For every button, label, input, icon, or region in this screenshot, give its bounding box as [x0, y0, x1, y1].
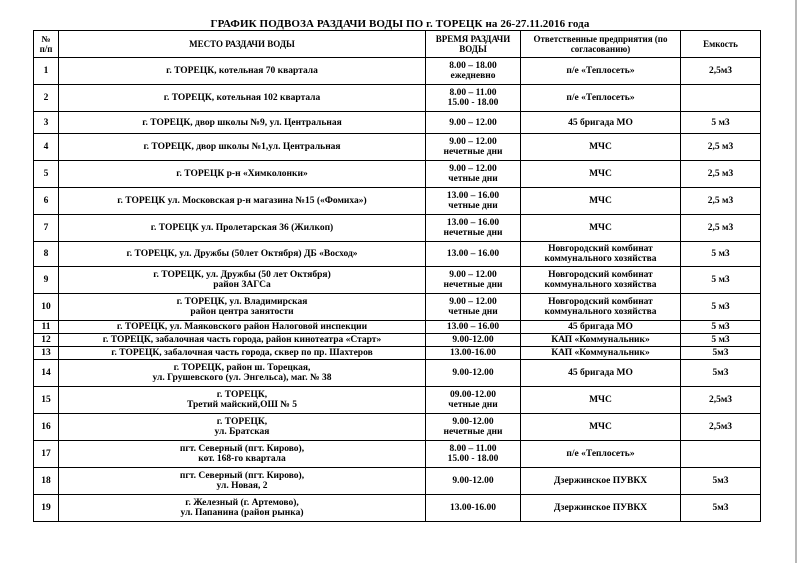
time-cell-line: 13.00 – 16.00 [446, 249, 500, 259]
place-cell-line: г. ТОРЕЦК, ул. Маяковского район Налоговой инспекции [116, 322, 368, 332]
table-row [34, 112, 761, 134]
time-cell-line: 13.00-16.00 [450, 503, 496, 513]
responsible-cell [521, 360, 681, 387]
capacity-cell: 5 м3 [681, 267, 761, 294]
place-cell [59, 387, 426, 414]
responsible-cell-line: МЧС [589, 395, 612, 405]
place-cell [59, 414, 426, 441]
row-number: 4 [34, 134, 59, 161]
time-cell [426, 134, 521, 161]
capacity-cell: 5 м3 [681, 242, 761, 267]
place-cell-line: пгт. Северный (пгт. Кирово), [179, 444, 305, 454]
responsible-cell-line: Новгородский комбинат [548, 270, 653, 280]
water-schedule-table [33, 30, 761, 522]
row-number: 1 [34, 58, 59, 85]
table-row [34, 134, 761, 161]
place-cell-line: г. ТОРЕЦК, ул. Дружбы (50 лет Октября) [153, 270, 331, 280]
table-row [34, 468, 761, 495]
capacity-cell: 2,5 м3 [681, 134, 761, 161]
time-cell-line: 9.00-12.00 [452, 417, 494, 427]
responsible-cell-line: МЧС [589, 142, 612, 152]
responsible-cell [521, 321, 681, 334]
place-cell-line: г. ТОРЕЦК, забалочная часть города, сквер по пр. Шахтеров [111, 348, 373, 358]
place-cell-line: г. ТОРЕЦК, ул. Владимирская [176, 297, 308, 307]
place-cell-line: г. ТОРЕЦК, котельная 102 квартала [163, 93, 321, 103]
table-row [34, 85, 761, 112]
row-number: 6 [34, 188, 59, 215]
time-cell [426, 468, 521, 495]
responsible-cell [521, 85, 681, 112]
place-cell-line: г. ТОРЕЦК, двор школы №9, ул. Центральная [142, 117, 342, 128]
responsible-cell [521, 58, 681, 85]
capacity-cell: 5 м3 [681, 112, 761, 134]
place-cell-line: ул. Братская [214, 427, 270, 437]
row-number: 12 [34, 334, 59, 347]
responsible-cell-line: КАП «Коммунальник» [551, 335, 650, 345]
capacity-cell: 5м3 [681, 495, 761, 522]
capacity-cell [681, 85, 761, 112]
time-cell [426, 112, 521, 134]
row-number: 7 [34, 215, 59, 242]
row-number: 2 [34, 85, 59, 112]
responsible-cell-line: коммунального хозяйства [544, 280, 657, 290]
place-cell-line: Третий майский,ОШ № 5 [187, 400, 297, 410]
time-cell [426, 387, 521, 414]
time-cell-line: 9.00-12.00 [452, 368, 494, 378]
responsible-cell [521, 188, 681, 215]
responsible-cell [521, 441, 681, 468]
table-row [34, 347, 761, 360]
responsible-cell-line: МЧС [589, 196, 612, 206]
table-row [34, 267, 761, 294]
responsible-cell [521, 414, 681, 441]
time-cell [426, 188, 521, 215]
table-row [34, 360, 761, 387]
responsible-cell-line: МЧС [589, 223, 612, 233]
time-cell-line: 13.00-16.00 [450, 348, 496, 358]
place-cell [59, 215, 426, 242]
time-cell-line: 9.00-12.00 [452, 335, 494, 345]
capacity-cell: 5м3 [681, 468, 761, 495]
responsible-cell [521, 242, 681, 267]
responsible-cell-line: 45 бригада МО [568, 368, 633, 378]
capacity-cell: 2,5м3 [681, 387, 761, 414]
responsible-cell-line: п/е «Теплосеть» [566, 93, 635, 103]
table-row [34, 294, 761, 321]
responsible-cell [521, 161, 681, 188]
row-number: 8 [34, 242, 59, 267]
time-cell-line: 15.00 - 18.00 [447, 98, 499, 108]
time-cell-line: 8.00 – 18.00 [449, 61, 497, 71]
place-cell-line: г. ТОРЕЦК ул. Пролетарская 36 (Жилкоп) [150, 223, 334, 233]
responsible-cell-line: коммунального хозяйства [544, 307, 657, 317]
capacity-cell: 5м3 [681, 347, 761, 360]
page-edge [795, 0, 797, 563]
table-row [34, 387, 761, 414]
row-number: 14 [34, 360, 59, 387]
place-cell [59, 188, 426, 215]
capacity-cell [681, 441, 761, 468]
time-cell [426, 414, 521, 441]
time-cell [426, 321, 521, 334]
place-cell [59, 468, 426, 495]
capacity-cell: 5 м3 [681, 321, 761, 334]
capacity-cell: 5 м3 [681, 294, 761, 321]
header-capacity: Емкость [681, 31, 761, 58]
table-row [34, 414, 761, 441]
table-row [34, 321, 761, 334]
responsible-cell [521, 468, 681, 495]
place-cell [59, 321, 426, 334]
responsible-cell [521, 334, 681, 347]
responsible-cell [521, 294, 681, 321]
responsible-cell-line: Новгородский комбинат [548, 297, 653, 307]
responsible-cell-line: Дзержинское ПУВКХ [553, 503, 648, 513]
capacity-cell: 2,5м3 [681, 414, 761, 441]
time-cell-line: нечетные дни [443, 280, 503, 290]
time-cell [426, 161, 521, 188]
time-cell-line: 8.00 – 11.00 [449, 88, 497, 98]
table-row [34, 242, 761, 267]
responsible-cell-line: п/е «Теплосеть» [566, 66, 635, 76]
document-title: ГРАФИК ПОДВОЗА РАЗДАЧИ ВОДЫ ПО г. ТОРЕЦК на 26-27.11.2016 года [210, 18, 590, 30]
time-cell [426, 441, 521, 468]
row-number: 18 [34, 468, 59, 495]
header-responsible: Ответственные предприятия (по согласованию) [521, 31, 681, 58]
responsible-cell [521, 134, 681, 161]
table-row [34, 161, 761, 188]
row-number: 16 [34, 414, 59, 441]
row-number: 13 [34, 347, 59, 360]
responsible-cell-line: коммунального хозяйства [544, 254, 657, 264]
time-cell-line: четные дни [448, 174, 498, 184]
time-cell-line: нечетные дни [443, 228, 503, 238]
time-cell [426, 85, 521, 112]
responsible-cell [521, 495, 681, 522]
responsible-cell-line: Дзержинское ПУВКХ [553, 476, 648, 486]
place-cell-line: г. ТОРЕЦК, забалочная часть города, район кинотеатра «Старт» [102, 335, 382, 345]
row-number: 10 [34, 294, 59, 321]
time-cell-line: 13.00 – 16.00 [446, 322, 500, 332]
place-cell [59, 441, 426, 468]
place-cell-line: район центра занятости [190, 307, 294, 317]
place-cell-line: г. Железный (г. Артемово), [185, 498, 299, 508]
place-cell [59, 134, 426, 161]
time-cell-line: четные дни [448, 307, 498, 317]
place-cell [59, 242, 426, 267]
row-number: 15 [34, 387, 59, 414]
row-number: 11 [34, 321, 59, 334]
time-cell-line: нечетные дни [443, 147, 503, 157]
time-cell-line: 9.00 – 12.00 [449, 270, 497, 280]
place-cell [59, 294, 426, 321]
responsible-cell [521, 387, 681, 414]
time-cell-line: 9.00 – 12.00 [449, 164, 497, 174]
table-row [34, 215, 761, 242]
row-number: 9 [34, 267, 59, 294]
time-cell [426, 360, 521, 387]
place-cell-line: кот. 168-го квартала [198, 454, 286, 464]
time-cell [426, 267, 521, 294]
place-cell [59, 112, 426, 134]
responsible-cell-line: КАП «Коммунальник» [551, 348, 650, 358]
place-cell [59, 495, 426, 522]
place-cell-line: пгт. Северный (пгт. Кирово), [179, 471, 305, 481]
header-num: № п/п [34, 31, 59, 58]
place-cell-line: район ЗАГСа [213, 280, 271, 290]
row-number: 19 [34, 495, 59, 522]
place-cell-line: ул. Грушевского (ул. Энгельса), маг. № 38 [152, 373, 332, 383]
place-cell [59, 360, 426, 387]
place-cell-line: г. ТОРЕЦК, район ш. Торецкая, [173, 363, 311, 373]
place-cell-line: г. ТОРЕЦК, [216, 417, 268, 427]
time-cell [426, 242, 521, 267]
row-number: 17 [34, 441, 59, 468]
time-cell-line: 9.00 – 12.00 [449, 297, 497, 307]
time-cell-line: 9.00 – 12.00 [449, 117, 497, 128]
time-cell [426, 58, 521, 85]
responsible-cell-line: п/е «Теплосеть» [566, 449, 635, 459]
place-cell-line: г. ТОРЕЦК, ул. Дружбы (50лет Октября) ДБ «Восход» [126, 249, 358, 259]
place-cell [59, 347, 426, 360]
time-cell-line: 09.00-12.00 [450, 390, 496, 400]
capacity-cell: 2,5м3 [681, 58, 761, 85]
responsible-cell-line: МЧС [589, 169, 612, 179]
table-row [34, 441, 761, 468]
place-cell-line: ул. Папанина (район рынка) [180, 508, 304, 518]
capacity-cell: 2,5 м3 [681, 215, 761, 242]
place-cell [59, 58, 426, 85]
place-cell [59, 334, 426, 347]
header-time: ВРЕМЯ РАЗДАЧИ ВОДЫ [426, 31, 521, 58]
responsible-cell [521, 347, 681, 360]
header-row [34, 31, 761, 58]
place-cell-line: г. ТОРЕЦК ул. Московская р-н магазина №15 («Фомиха») [117, 196, 367, 206]
responsible-cell [521, 267, 681, 294]
time-cell-line: 8.00 – 11.00 [449, 444, 497, 454]
responsible-cell-line: 45 бригада МО [568, 117, 633, 128]
capacity-cell: 2,5 м3 [681, 188, 761, 215]
place-cell [59, 85, 426, 112]
time-cell [426, 215, 521, 242]
responsible-cell-line: 45 бригада МО [568, 322, 633, 332]
time-cell-line: 15.00 - 18.00 [447, 454, 499, 464]
time-cell-line: 13.00 – 16.00 [446, 191, 500, 201]
time-cell-line: 13.00 – 16.00 [446, 218, 500, 228]
time-cell-line: четные дни [448, 201, 498, 211]
time-cell-line: 9.00 – 12.00 [449, 137, 497, 147]
capacity-cell: 5 м3 [681, 334, 761, 347]
place-cell-line: г. ТОРЕЦК р-н «Химколонки» [176, 169, 308, 179]
place-cell-line: г. ТОРЕЦК, [216, 390, 268, 400]
time-cell-line: ежедневно [450, 71, 496, 81]
header-place: МЕСТО РАЗДАЧИ ВОДЫ [59, 31, 426, 58]
responsible-cell-line: МЧС [589, 422, 612, 432]
time-cell-line: четные дни [448, 400, 498, 410]
place-cell [59, 267, 426, 294]
table-row [34, 334, 761, 347]
time-cell-line: нечетные дни [443, 427, 503, 437]
capacity-cell: 2,5 м3 [681, 161, 761, 188]
time-cell-line: 9.00-12.00 [452, 476, 494, 486]
place-cell-line: ул. Новая, 2 [216, 481, 268, 491]
row-number: 5 [34, 161, 59, 188]
time-cell [426, 347, 521, 360]
capacity-cell: 5м3 [681, 360, 761, 387]
responsible-cell [521, 112, 681, 134]
place-cell [59, 161, 426, 188]
table-row [34, 58, 761, 85]
place-cell-line: г. ТОРЕЦК, двор школы №1,ул. Центральная [143, 142, 341, 152]
row-number: 3 [34, 112, 59, 134]
time-cell [426, 334, 521, 347]
responsible-cell [521, 215, 681, 242]
table-row [34, 188, 761, 215]
table-row [34, 495, 761, 522]
time-cell [426, 294, 521, 321]
place-cell-line: г. ТОРЕЦК, котельная 70 квартала [166, 66, 318, 76]
time-cell [426, 495, 521, 522]
responsible-cell-line: Новгородский комбинат [548, 244, 653, 254]
